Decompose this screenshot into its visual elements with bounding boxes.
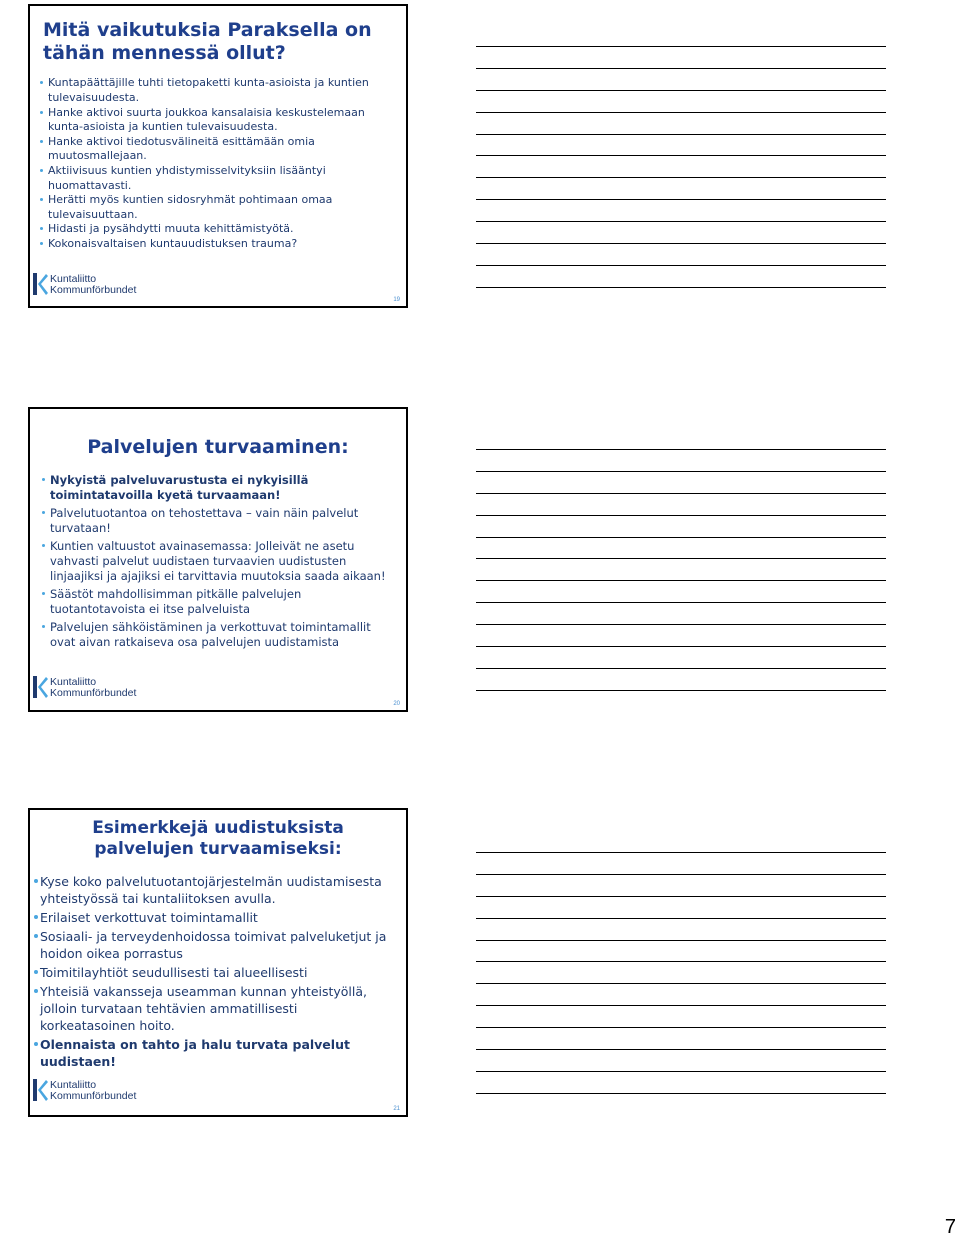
bullet-item: Erilaiset verkottuvat toimintamallit [40,909,396,926]
notes-lines [476,46,886,309]
bullet-item: Kuntien valtuustot avainasemassa: Jolleivät ne asetu vahvasti palvelut uudistaen turvaavien uudistusten linjaajiksi ja ajajiksi ei tarvittavia muutoksia saada aikaan! [50,539,394,584]
note-line [476,471,886,472]
note-line [476,177,886,178]
slide-21 [28,808,408,1117]
note-line [476,46,886,47]
note-line [476,874,886,875]
note-line [476,580,886,581]
logo-line-2: Kommunförbundet [50,1090,137,1102]
slide-page-number: 21 [393,1106,400,1112]
bullet-item: Kyse koko palvelutuotantojärjestelmän uudistamisesta yhteistyössä tai kuntaliitoksen avulla. [40,873,396,907]
note-line [476,1071,886,1072]
kuntaliitto-logo [32,1078,142,1106]
note-line [476,852,886,853]
bullet-item: Hanke aktivoi suurta joukkoa kansalaisia keskustelemaan kunta-asioista ja kuntien tulevaisuudesta. [48,106,396,135]
note-line [476,624,886,625]
sheet-page-number: 7 [944,1216,956,1238]
note-line [476,68,886,69]
kuntaliitto-logo-icon [32,675,48,699]
bullet-item: Palvelutuotantoa on tehostettava – vain näin palvelut turvataan! [50,506,394,536]
note-line [476,1027,886,1028]
bullet-item: Säästöt mahdollisimman pitkälle palvelujen tuotantotavoista ei itse palveluista [50,587,394,617]
bullet-list [30,459,406,650]
bullet-item: Olennaista on tahto ja halu turvata palvelut uudistaen! [40,1036,396,1070]
bullet-item: Toimitilayhtiöt seudullisesti tai alueellisesti [40,964,396,981]
logo-line-2: Kommunförbundet [50,687,137,699]
slide-title: Mitä vaikutuksia Paraksella on tähän mennessä ollut? [43,19,372,65]
bullet-item: Hidasti ja pysähdytti muuta kehittämistyötä. [48,222,396,237]
kuntaliitto-logo [32,272,142,300]
bullet-item: Kuntapäättäjille tuhti tietopaketti kunta-asioista ja kuntien tulevaisuudesta. [48,76,396,105]
bullet-item: Nykyistä palveluvarustusta ei nykyisillä toimintatavoilla kyetä turvaamaan! [50,473,394,503]
bullet-list [30,859,406,1070]
bullet-item: Palvelujen sähköistäminen ja verkottuvat toimintamallit ovat aivan ratkaiseva osa palvelujen uudistamista [50,620,394,650]
kuntaliitto-logo-icon [32,272,48,296]
note-line [476,221,886,222]
note-line [476,449,886,450]
note-line [476,646,886,647]
logo-line-1: Kuntaliitto [50,676,97,688]
slide-title: Esimerkkejä uudistuksista palvelujen turvaamiseksi: [92,818,344,859]
note-line [476,558,886,559]
bullet-item: Hanke aktivoi tiedotusvälineitä esittämään omia muutosmallejaan. [48,135,396,164]
note-line [476,537,886,538]
bullet-item: Aktiivisuus kuntien yhdistymisselvityksiin lisääntyi huomattavasti. [48,164,396,193]
kuntaliitto-logo [32,675,142,703]
note-line [476,243,886,244]
bullet-item: Herätti myös kuntien sidosryhmät pohtimaan omaa tulevaisuuttaan. [48,193,396,222]
note-line [476,668,886,669]
note-line [476,90,886,91]
note-line [476,112,886,113]
note-line [476,1093,886,1094]
note-line [476,1005,886,1006]
bullet-list [30,65,406,251]
notes-lines [476,449,886,712]
note-line [476,287,886,288]
logo-line-1: Kuntaliitto [50,1079,97,1091]
note-line [476,493,886,494]
bullet-item: Sosiaali- ja terveydenhoidossa toimivat palveluketjut ja hoidon oikea porrastus [40,928,396,962]
note-line [476,199,886,200]
kuntaliitto-logo-icon [32,1078,48,1102]
note-line [476,940,886,941]
slide-page-number: 19 [393,297,400,303]
bullet-item: Yhteisiä vakansseja useamman kunnan yhteistyöllä, jolloin turvataan tehtävien ammatillisesti korkeatasoinen hoito. [40,983,396,1034]
note-line [476,961,886,962]
note-line [476,265,886,266]
note-line [476,983,886,984]
logo-line-1: Kuntaliitto [50,273,97,285]
logo-line-2: Kommunförbundet [50,284,137,296]
slide-20 [28,407,408,712]
slide-page-number: 20 [393,701,400,707]
note-line [476,1049,886,1050]
note-line [476,896,886,897]
notes-lines [476,852,886,1115]
slide-19 [28,4,408,308]
note-line [476,155,886,156]
note-line [476,134,886,135]
note-line [476,602,886,603]
slide-title: Palvelujen turvaaminen: [87,436,349,458]
note-line [476,690,886,691]
bullet-item: Kokonaisvaltaisen kuntauudistuksen trauma? [48,237,396,252]
note-line [476,515,886,516]
note-line [476,918,886,919]
